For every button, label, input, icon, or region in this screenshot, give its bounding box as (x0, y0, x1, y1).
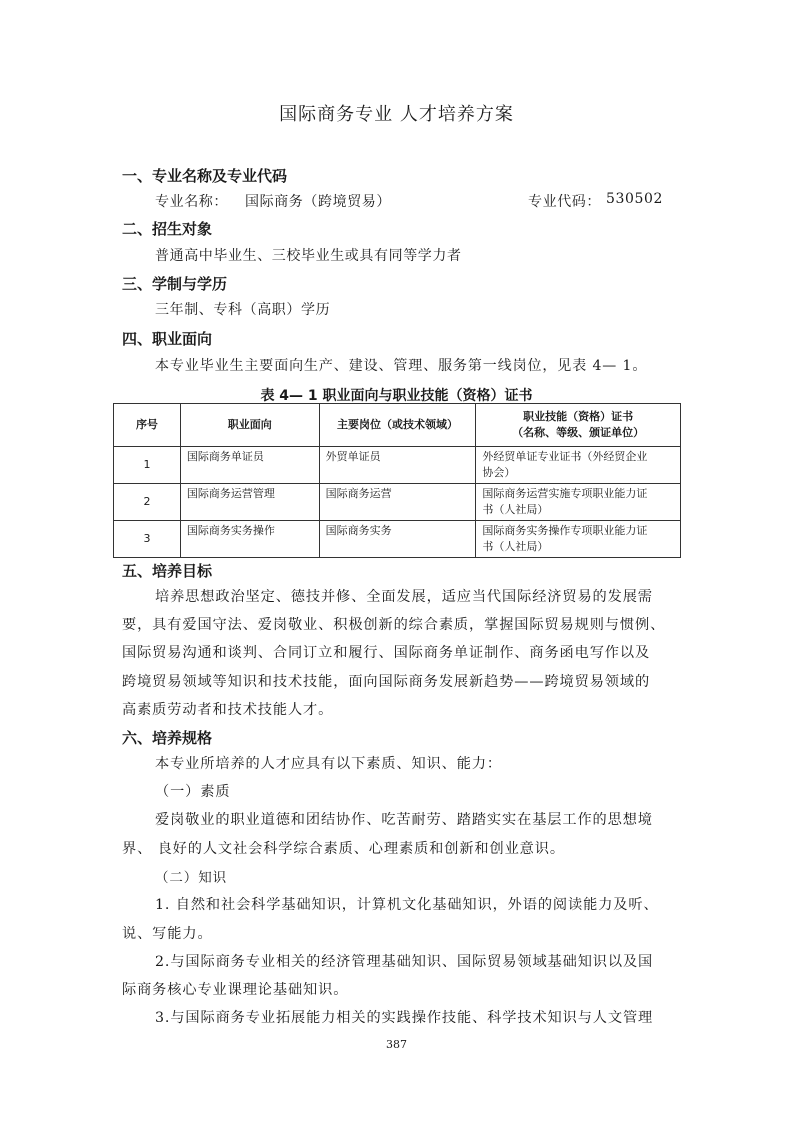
major-name-value: 国际商务（跨境贸易） (245, 194, 391, 210)
header-post: 主要岗位（或技术领域） (319, 404, 476, 447)
table-row (114, 484, 681, 521)
major-name-label: 专业名称： (155, 194, 228, 210)
knowledge-item-1: 1. 自然和社会科学基础知识，计算机文化基础知识，外语的阅读能力及听、 (155, 897, 659, 913)
goals-line: 高素质劳动者和技术技能人才。 (122, 702, 334, 718)
header-cert (476, 404, 681, 447)
section-heading-specs: 六、培养规格 (122, 729, 213, 747)
section-heading-duration: 三、学制与学历 (122, 275, 228, 293)
knowledge-item-3: 3.与国际商务专业拓展能力相关的实践操作技能、科学技术知识与人文管理 (155, 1010, 654, 1026)
career-text: 本专业毕业生主要面向生产、建设、管理、服务第一线岗位，见表 4— 1。 (155, 358, 648, 374)
section-heading-goals: 五、培养目标 (122, 562, 213, 580)
cell-cert (476, 447, 681, 484)
specs-intro: 本专业所培养的人才应具有以下素质、知识、能力： (155, 756, 503, 772)
goals-line: 跨境贸易领域等知识和技术技能，面向国际商务发展新趋势——跨境贸易领域的 (122, 674, 651, 690)
cell-cert-line1: 国际商务运营实施专项职业能力证 (482, 487, 648, 500)
cell-area: 国际商务实务操作 (180, 521, 319, 558)
goals-line: 要，具有爱国守法、爱岗敬业、积极创新的综合素质，掌握国际贸易规则与惯例、 (122, 617, 666, 633)
knowledge-item-2: 2.与国际商务专业相关的经济管理基础知识、国际贸易领域基础知识以及国 (155, 954, 654, 970)
table-header-row (114, 404, 681, 447)
cell-area: 国际商务单证员 (180, 447, 319, 484)
cell-post: 国际商务实务 (319, 521, 476, 558)
cell-cert-line2: 书（人社局） (482, 540, 549, 553)
table-row (114, 447, 681, 484)
table-row (114, 521, 681, 558)
cell-post: 国际商务运营 (319, 484, 476, 521)
knowledge-item-2-cont: 际商务核心专业课理论基础知识。 (122, 982, 349, 998)
header-cert-line1: 职业技能（资格）证书 (523, 410, 634, 423)
header-no: 序号 (114, 404, 181, 447)
header-area: 职业面向 (180, 404, 319, 447)
cell-no: 3 (114, 521, 181, 558)
cell-cert-line2: 协会） (482, 466, 516, 479)
section-heading-career: 四、职业面向 (122, 330, 213, 348)
quality-line: 爱岗敬业的职业道德和团结协作、吃苦耐劳、踏踏实实在基层工作的思想境 (155, 812, 653, 828)
major-code-label: 专业代码： (528, 194, 601, 210)
cell-area: 国际商务运营管理 (180, 484, 319, 521)
career-table (113, 403, 681, 558)
subheading-knowledge: （二）知识 (155, 870, 227, 886)
cell-cert (476, 484, 681, 521)
header-cert-line2: （名称、等级、颁证单位） (512, 426, 645, 439)
cell-cert-line2: 书（人社局） (482, 503, 549, 516)
knowledge-item-1-cont: 说、写能力。 (122, 926, 213, 942)
duration-text: 三年制、专科（高职）学历 (155, 302, 331, 318)
page-title: 国际商务专业 人才培养方案 (279, 104, 514, 125)
section-heading-enrollment: 二、招生对象 (122, 220, 213, 238)
table-caption: 表 4— 1 职业面向与职业技能（资格）证书 (260, 388, 533, 404)
cell-cert-line1: 国际商务实务操作专项职业能力证 (482, 524, 648, 537)
quality-line: 界、 良好的人文社会科学综合素质、心理素质和创新和创业意识。 (122, 841, 565, 857)
section-heading-major: 一、专业名称及专业代码 (122, 167, 288, 185)
enrollment-text: 普通高中毕业生、三校毕业生或具有同等学力者 (155, 248, 462, 264)
page-number: 387 (386, 1038, 407, 1051)
major-code-value: 530502 (606, 191, 664, 207)
cell-post: 外贸单证员 (319, 447, 476, 484)
cell-cert-line1: 外经贸单证专业证书（外经贸企业 (482, 450, 648, 463)
cell-no: 2 (114, 484, 181, 521)
goals-line: 国际贸易沟通和谈判、合同订立和履行、国际商务单证制作、商务函电写作以及 (122, 645, 651, 661)
cell-cert (476, 521, 681, 558)
subheading-quality: （一）素质 (155, 784, 231, 800)
goals-line: 培养思想政治坚定、德技并修、全面发展，适应当代国际经济贸易的发展需 (155, 589, 653, 605)
cell-no: 1 (114, 447, 181, 484)
